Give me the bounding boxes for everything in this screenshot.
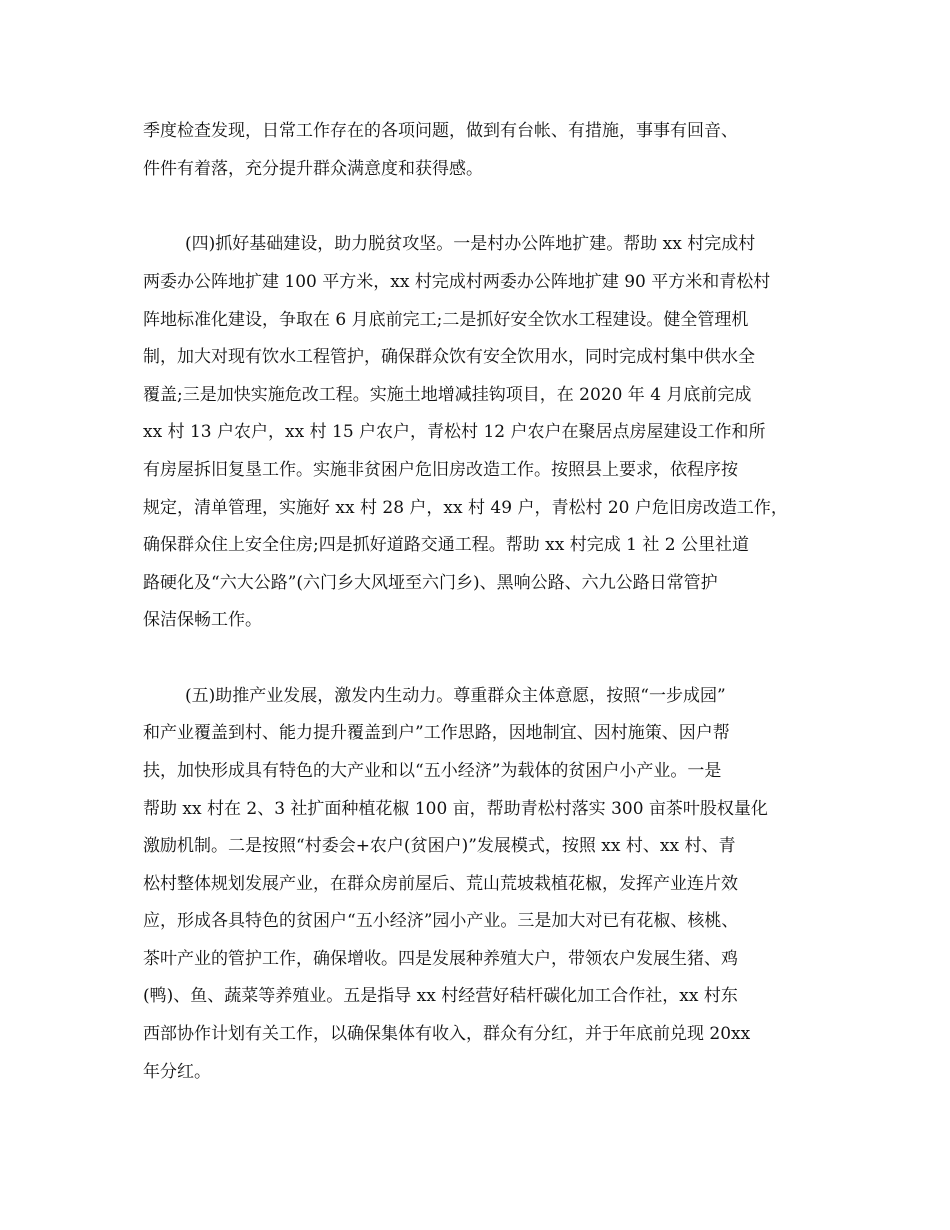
paragraph-2-line-2: 两委办公阵地扩建 100 平方米，xx 村完成村两委办公阵地扩建 90 平方米和青松村 (143, 272, 771, 292)
paragraph-2-line-3: 阵地标准化建设，争取在 6 月底前完工;二是抓好安全饮水工程建设。健全管理机 (143, 310, 749, 330)
paragraph-2-line-5: 覆盖;三是加快实施危改工程。实施土地增减挂钩项目，在 2020 年 4 月底前完成 (143, 385, 752, 405)
paragraph-3-line-10: 西部协作计划有关工作，以确保集体有收入，群众有分红，并于年底前兑现 20xx (143, 1024, 751, 1044)
paragraph-2-line-4: 制，加大对现有饮水工程管护，确保群众饮有安全饮用水，同时完成村集中供水全 (143, 347, 755, 367)
paragraph-3-line-5: 激励机制。二是按照“村委会+农户(贫困户)”发展模式，按照 xx 村、xx 村、青 (143, 836, 736, 856)
paragraph-2-line-8: 规定，清单管理，实施好 xx 村 28 户，xx 村 49 户，青松村 20 户危旧房改造工作， (143, 498, 788, 518)
paragraph-2-line-10: 路硬化及“六大公路”(六门乡大风垭至六门乡)、黑响公路、六九公路日常管护 (143, 573, 718, 593)
paragraph-2-line-6: xx 村 13 户农户，xx 村 15 户农户，青松村 12 户农户在聚居点房屋建设工作和所 (143, 422, 766, 442)
paragraph-3-line-2: 和产业覆盖到村、能力提升覆盖到户”工作思路，因地制宜、因村施策、因户帮 (143, 723, 730, 743)
paragraph-2-line-1: (四)抓好基础建设，助力脱贫攻坚。一是村办公阵地扩建。帮助 xx 村完成村 (185, 234, 756, 254)
paragraph-1-line-2: 件件有着落，充分提升群众满意度和获得感。 (143, 159, 483, 179)
paragraph-3-line-11: 年分红。 (143, 1062, 211, 1082)
paragraph-3-line-1: (五)助推产业发展，激发内生动力。尊重群众主体意愿，按照“一步成园” (185, 686, 726, 706)
paragraph-3-line-7: 应，形成各具特色的贫困户“五小经济”园小产业。三是加大对已有花椒、核桃、 (143, 911, 739, 931)
paragraph-3-line-6: 松村整体规划发展产业，在群众房前屋后、荒山荒坡栽植花椒，发挥产业连片效 (143, 874, 738, 894)
paragraph-3-line-9: (鸭)、鱼、蔬菜等养殖业。五是指导 xx 村经营好秸杆碳化加工合作社，xx 村东 (143, 986, 738, 1006)
paragraph-1-line-1: 季度检查发现，日常工作存在的各项问题，做到有台帐、有措施，事事有回音、 (143, 121, 738, 141)
paragraph-2-line-9: 确保群众住上安全住房;四是抓好道路交通工程。帮助 xx 村完成 1 社 2 公里社道 (143, 535, 749, 555)
paragraph-3-line-8: 茶叶产业的管护工作，确保增收。四是发展种养殖大户，带领农户发展生猪、鸡 (143, 949, 738, 969)
paragraph-2-line-7: 有房屋拆旧复垦工作。实施非贫困户危旧房改造工作。按照县上要求，依程序按 (143, 460, 738, 480)
paragraph-3-line-3: 扶，加快形成具有特色的大产业和以“五小经济”为载体的贫困户小产业。一是 (143, 761, 722, 781)
paragraph-3-line-4: 帮助 xx 村在 2、3 社扩面种植花椒 100 亩，帮助青松村落实 300 亩茶叶股权量化 (143, 799, 768, 819)
paragraph-2-line-11: 保洁保畅工作。 (143, 610, 262, 630)
